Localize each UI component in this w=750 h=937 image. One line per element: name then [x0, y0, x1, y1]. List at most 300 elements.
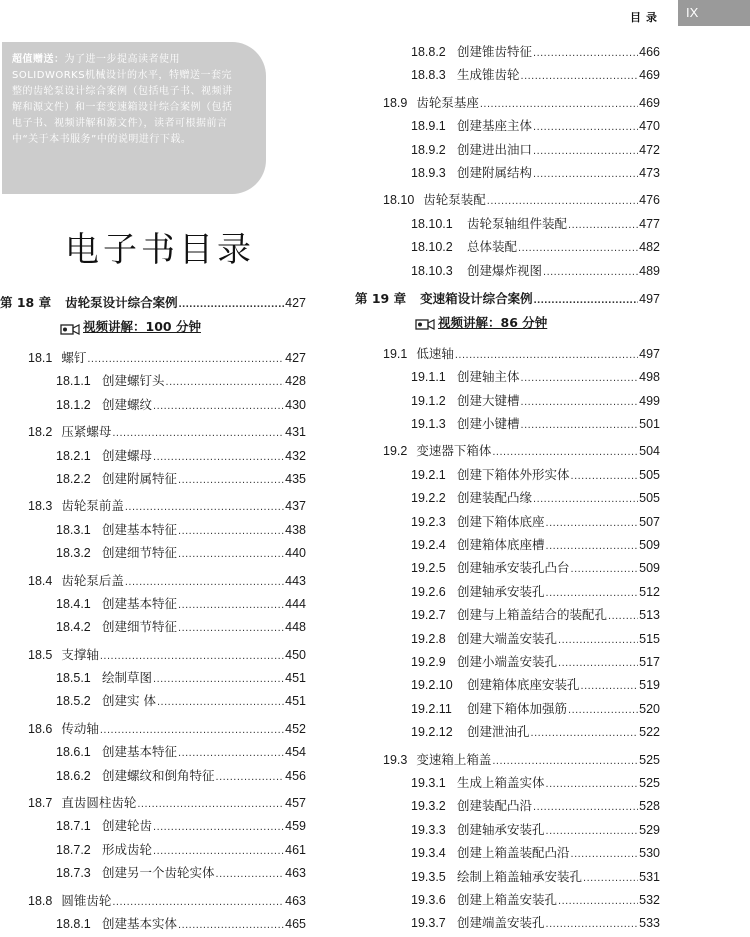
subsection-number: 18.10.3 [411, 263, 453, 278]
video-link-ch19[interactable] [355, 312, 660, 334]
toc-section-block [355, 91, 660, 185]
toc-subsection[interactable] [355, 463, 660, 486]
toc-section-block [355, 342, 660, 436]
page-number: 427 [285, 351, 306, 365]
page-number: 509 [639, 538, 660, 553]
subsection-title: 创建螺母 [102, 447, 153, 463]
page-number: 454 [285, 745, 306, 760]
subsection-title: 创建基本特征 [102, 744, 178, 760]
leader-dots [480, 93, 638, 116]
subsection-number: 18.4.2 [56, 620, 91, 635]
page-number: 470 [639, 119, 660, 134]
leader-dots [492, 750, 638, 773]
subsection-title: 创建爆炸视图 [467, 262, 543, 278]
subsection-number: 19.2.1 [411, 467, 446, 482]
toc-subsection[interactable] [355, 412, 660, 435]
toc-subsection[interactable] [355, 533, 660, 556]
page-number-tab: IX [678, 0, 750, 26]
toc-section-block [355, 439, 660, 743]
subsection-title: 总体装配 [467, 239, 518, 255]
toc-section-block [355, 748, 660, 935]
toc-subsection[interactable] [355, 865, 660, 888]
subsection-title: 创建轴承安装孔 [457, 821, 545, 837]
subsection-number: 18.6.2 [56, 768, 91, 783]
video-label: 视频讲解：86 分钟 [438, 314, 548, 330]
subsection-number: 19.3.7 [411, 916, 446, 931]
subsection-title: 创建附属结构 [457, 164, 533, 180]
leader-dots [583, 867, 638, 890]
subsection-title: 创建进出油口 [457, 141, 533, 157]
toc-section[interactable] [0, 420, 306, 443]
leader-dots [521, 391, 639, 414]
toc-subsection[interactable] [355, 486, 660, 509]
page-number: 507 [639, 514, 660, 529]
chapter-title: 齿轮泵设计综合案例 [65, 295, 178, 310]
section-title: 齿轮泵基座 [416, 94, 479, 110]
toc-section[interactable] [355, 188, 660, 211]
page-number: 443 [285, 573, 306, 588]
leader-dots [112, 422, 284, 445]
leader-dots [153, 446, 284, 469]
page-number: 438 [285, 522, 306, 537]
subsection-number: 18.4.1 [56, 596, 91, 611]
leader-dots [533, 796, 638, 819]
page-number: 519 [639, 678, 660, 693]
leader-dots [492, 441, 638, 464]
toc-section-block [0, 791, 306, 885]
leader-dots [125, 571, 284, 594]
leader-dots [178, 742, 284, 765]
toc-subsection[interactable] [0, 912, 306, 935]
toc-section-block [0, 889, 306, 936]
subsection-title: 创建基座主体 [457, 118, 533, 134]
subsection-number: 19.3.5 [411, 869, 446, 884]
bonus-label: 超值赠送： [12, 54, 65, 65]
toc-section-block [0, 569, 306, 639]
leader-dots [568, 699, 638, 722]
toc-subsection[interactable] [355, 580, 660, 603]
toc-section-block [0, 420, 306, 490]
toc-section[interactable] [0, 791, 306, 814]
leader-dots [571, 465, 639, 488]
page-number: 517 [639, 654, 660, 669]
subsection-title: 绘制上箱盖轴承安装孔 [457, 868, 583, 884]
subsection-title: 创建装配凸缘 [457, 490, 533, 506]
page-number: 497 [639, 291, 660, 306]
section-title: 齿轮泵后盖 [61, 572, 124, 588]
leader-dots [568, 214, 638, 237]
leader-dots [546, 512, 639, 535]
subsection-number: 19.1.2 [411, 393, 446, 408]
toc-subsection[interactable] [355, 673, 660, 696]
section-number: 18.4 [28, 573, 53, 588]
section-title: 齿轮泵前盖 [61, 498, 124, 514]
leader-dots [546, 773, 639, 796]
subsection-number: 19.1.3 [411, 417, 446, 432]
video-label: 视频讲解：100 分钟 [83, 319, 201, 334]
page-number: 463 [285, 893, 306, 908]
page-number: 457 [285, 796, 306, 811]
leader-dots [153, 840, 284, 863]
leader-dots [137, 793, 284, 816]
toc-subsection[interactable] [355, 556, 660, 579]
toc-chapter-19[interactable] [355, 286, 660, 312]
leader-dots [533, 140, 638, 163]
subsection-title: 创建下箱体外形实体 [457, 466, 570, 482]
section-title: 压紧螺母 [61, 424, 112, 440]
section-title: 齿轮泵装配 [423, 192, 486, 208]
subsection-number: 18.7.2 [56, 842, 91, 857]
toc-section-block [0, 494, 306, 564]
bonus-text [12, 52, 234, 148]
toc-subsection[interactable] [0, 541, 306, 564]
bonus-callout [2, 42, 266, 194]
toc-subsection[interactable] [355, 720, 660, 743]
section-number: 18.5 [28, 647, 53, 662]
toc-subsection[interactable] [0, 393, 306, 416]
chapter-title: 变速箱设计综合案例 [420, 290, 533, 306]
page-number: 504 [639, 444, 660, 459]
subsection-number: 19.2.4 [411, 538, 446, 553]
leader-dots [87, 348, 284, 371]
toc-subsection[interactable] [355, 818, 660, 841]
toc-section[interactable] [0, 889, 306, 912]
leader-dots [531, 722, 639, 745]
page-number: 477 [639, 216, 660, 231]
subsection-number: 19.2.11 [411, 701, 452, 716]
toc-subsection[interactable] [0, 615, 306, 638]
leader-dots [216, 863, 285, 886]
subsection-number: 18.3.2 [56, 546, 91, 561]
subsection-title: 创建上箱盖安装孔 [457, 891, 558, 907]
subsection-title: 创建锥齿特征 [457, 44, 533, 59]
leader-dots [558, 890, 638, 913]
page-number: 529 [639, 822, 660, 837]
page-number: 525 [639, 775, 660, 790]
toc-subsection[interactable] [0, 689, 306, 712]
leader-dots [455, 344, 638, 367]
toc-subsection[interactable] [355, 771, 660, 794]
page-number: 498 [639, 370, 660, 385]
page-number: 463 [285, 866, 306, 881]
toc-subsection[interactable] [0, 814, 306, 837]
leader-dots [125, 496, 284, 519]
ebook-toc-title: 电子书目录 [65, 230, 255, 270]
toc-subsection[interactable] [0, 666, 306, 689]
subsection-number: 18.2.2 [56, 471, 91, 486]
toc-section[interactable] [0, 717, 306, 740]
leader-dots [100, 719, 284, 742]
subsection-number: 18.10.2 [411, 240, 453, 255]
leader-dots [608, 605, 638, 628]
toc-section-block [355, 188, 660, 282]
page-number: 512 [639, 584, 660, 599]
page-number: 482 [639, 240, 660, 255]
toc-subsection[interactable] [355, 841, 660, 864]
page-number: 513 [639, 608, 660, 623]
page-number: 525 [639, 752, 660, 767]
subsection-title: 创建轴承安装孔 [457, 583, 545, 599]
subsection-number: 18.7.1 [56, 819, 91, 834]
page-number: 461 [285, 842, 306, 857]
leader-dots [178, 594, 284, 617]
toc-subsection[interactable] [0, 467, 306, 490]
toc-subsection[interactable] [0, 838, 306, 861]
page-number: 469 [639, 68, 660, 83]
subsection-number: 18.8.2 [411, 45, 446, 59]
section-number: 18.1 [28, 351, 53, 365]
page-number: 489 [639, 263, 660, 278]
leader-dots [216, 766, 285, 789]
toc-subsection[interactable] [0, 861, 306, 884]
page-number: 505 [639, 467, 660, 482]
subsection-title: 创建基本特征 [102, 595, 178, 611]
section-number: 18.7 [28, 796, 53, 811]
leader-dots [153, 816, 284, 839]
toc-subsection[interactable] [0, 518, 306, 541]
subsection-number: 18.1.1 [56, 374, 91, 389]
toc-subsection[interactable] [0, 592, 306, 615]
subsection-number: 18.8.3 [411, 68, 446, 83]
subsection-number: 19.3.6 [411, 892, 446, 907]
subsection-number: 19.3.3 [411, 822, 446, 837]
video-link-ch18[interactable] [0, 316, 306, 338]
toc-section[interactable] [0, 346, 306, 369]
subsection-title: 创建箱体底座槽 [457, 537, 545, 553]
toc-chapter-18[interactable] [0, 290, 306, 316]
page-number: 476 [639, 193, 660, 208]
subsection-number: 19.2.7 [411, 608, 446, 623]
subsection-title: 创建下箱体加强筋 [467, 700, 568, 716]
toc-subsection[interactable] [355, 138, 660, 161]
subsection-title: 齿轮泵轴组件装配 [467, 215, 568, 231]
subsection-title: 创建附属特征 [102, 470, 178, 486]
leader-dots [178, 469, 284, 492]
page-number: 532 [639, 892, 660, 907]
section-title: 螺钉 [61, 350, 87, 365]
leader-dots [521, 414, 639, 437]
toc-subsection[interactable] [355, 63, 660, 86]
toc-section[interactable] [355, 439, 660, 462]
leader-dots [166, 371, 285, 394]
video-camera-icon [60, 321, 80, 334]
toc-subsection[interactable] [355, 888, 660, 911]
toc-subsection[interactable] [355, 212, 660, 235]
section-number: 18.10 [383, 193, 415, 208]
subsection-title: 创建与上箱盖结合的装配孔 [457, 607, 608, 623]
toc-section[interactable] [0, 569, 306, 592]
page-number: 428 [285, 374, 306, 389]
page-number: 469 [639, 95, 660, 110]
toc-section[interactable] [355, 342, 660, 365]
leader-dots [533, 42, 638, 65]
leader-dots [543, 261, 638, 284]
subsection-title: 创建轴主体 [457, 369, 520, 385]
leader-dots [581, 675, 639, 698]
leader-dots [100, 645, 284, 668]
leader-dots [534, 287, 639, 313]
page-number: 472 [639, 142, 660, 157]
leader-dots [153, 395, 284, 418]
page-number: 497 [639, 346, 660, 361]
toc-right-column [355, 40, 660, 935]
toc-subsection[interactable] [355, 161, 660, 184]
subsection-number: 18.9.2 [411, 142, 446, 157]
leader-dots [157, 691, 284, 714]
subsection-title: 创建下箱体底座 [457, 513, 545, 529]
page-number: 530 [639, 846, 660, 861]
subsection-title: 创建另一个齿轮实体 [102, 865, 215, 881]
page-number: 515 [639, 631, 660, 646]
toc-section-block [0, 717, 306, 787]
leader-dots [533, 488, 638, 511]
page-number: 505 [639, 491, 660, 506]
page-number: 533 [639, 916, 660, 931]
section-number: 18.6 [28, 721, 53, 736]
subsection-title: 创建细节特征 [102, 545, 178, 561]
subsection-number: 19.2.12 [411, 725, 453, 740]
page-number: 451 [285, 671, 306, 686]
page-number: 431 [285, 425, 306, 440]
page-number: 440 [285, 546, 306, 561]
toc-section-block [0, 643, 306, 713]
page-number: 456 [285, 768, 306, 783]
toc-subsection[interactable] [355, 794, 660, 817]
subsection-title: 创建大端盖安装孔 [457, 630, 558, 646]
page-number: 465 [285, 916, 306, 931]
page-number: 427 [285, 296, 306, 310]
page-number: 531 [639, 869, 660, 884]
subsection-title: 创建螺钉头 [102, 373, 165, 389]
toc-subsection[interactable] [355, 510, 660, 533]
subsection-number: 18.5.2 [56, 694, 91, 709]
subsection-title: 生成锥齿轮 [457, 67, 520, 83]
toc-subsection[interactable] [355, 40, 660, 63]
toc-subsection[interactable] [355, 389, 660, 412]
subsection-title: 创建小键槽 [457, 416, 520, 432]
page-number: 430 [285, 397, 306, 412]
page-number: 520 [639, 701, 660, 716]
subsection-number: 18.8.1 [56, 916, 91, 931]
section-number: 19.2 [383, 444, 408, 459]
toc-subsection[interactable] [355, 365, 660, 388]
subsection-title: 创建上箱盖装配凸沿 [457, 845, 570, 861]
toc-subsection[interactable] [355, 235, 660, 258]
leader-dots [558, 652, 638, 675]
toc-section[interactable] [0, 494, 306, 517]
leader-dots [178, 617, 284, 640]
chapter-number: 第 19 章 [355, 290, 407, 306]
subsection-number: 19.1.1 [411, 370, 446, 385]
subsection-number: 18.5.1 [56, 671, 91, 686]
page-number: 499 [639, 393, 660, 408]
subsection-title: 创建螺纹和倒角特征 [102, 767, 215, 783]
page-number: 432 [285, 448, 306, 463]
toc-subsection[interactable] [355, 259, 660, 282]
bonus-body: 为了进一步提高读者使用SOLIDWORKS机械设计的水平，特赠送一套完整的齿轮泵设计综合案例（包括电子书、视频讲解和源文件）和一套变速箱设计综合案例（包括电子书、视频讲解和源文件），读者可根据前言中“关于本书服务”中的说明进行下载。 [12, 54, 233, 145]
page-number: 451 [285, 694, 306, 709]
subsection-number: 19.2.10 [411, 678, 453, 693]
toc-section-block [0, 346, 306, 416]
toc-subsection[interactable] [355, 114, 660, 137]
subsection-number: 18.7.3 [56, 866, 91, 881]
section-number: 19.3 [383, 752, 408, 767]
leader-dots [179, 291, 285, 317]
leader-dots [571, 558, 639, 581]
toc-section[interactable] [355, 91, 660, 114]
toc-subsection[interactable] [355, 697, 660, 720]
leader-dots [571, 843, 639, 866]
running-header-title: 目录 [630, 11, 662, 24]
subsection-title: 创建装配凸沿 [457, 798, 533, 814]
page-number: 448 [285, 620, 306, 635]
leader-dots [521, 367, 639, 390]
subsection-number: 18.9.3 [411, 165, 446, 180]
subsection-number: 19.2.8 [411, 631, 446, 646]
leader-dots [546, 913, 639, 936]
toc-subsection[interactable] [0, 444, 306, 467]
page-number: 435 [285, 471, 306, 486]
subsection-title: 创建轮齿 [102, 818, 153, 834]
toc-subsection[interactable] [0, 764, 306, 787]
section-title: 支撑轴 [61, 646, 99, 662]
subsection-title: 创建大键槽 [457, 392, 520, 408]
leader-dots [533, 163, 638, 186]
subsection-title: 创建轴承安装孔凸台 [457, 560, 570, 576]
page-number: 437 [285, 499, 306, 514]
leader-dots [178, 914, 284, 937]
subsection-title: 创建细节特征 [102, 619, 178, 635]
subsection-number: 19.2.6 [411, 584, 446, 599]
subsection-title: 创建小端盖安装孔 [457, 653, 558, 669]
section-number: 18.3 [28, 499, 53, 514]
subsection-number: 19.2.2 [411, 491, 446, 506]
section-title: 圆锥齿轮 [61, 892, 112, 908]
section-title: 传动轴 [61, 720, 99, 736]
subsection-number: 18.3.1 [56, 522, 91, 537]
toc-subsection[interactable] [0, 369, 306, 392]
toc-subsection[interactable] [355, 603, 660, 626]
toc-section[interactable] [355, 748, 660, 771]
leader-dots [546, 535, 639, 558]
section-number: 18.8 [28, 893, 53, 908]
toc-subsection[interactable] [0, 740, 306, 763]
toc-section[interactable] [0, 643, 306, 666]
subsection-title: 创建箱体底座安装孔 [467, 677, 580, 693]
subsection-title: 绘制草图 [102, 670, 153, 686]
leader-dots [178, 543, 284, 566]
subsection-number: 19.2.3 [411, 514, 446, 529]
leader-dots [487, 190, 638, 213]
chapter-number: 第 18 章 [0, 295, 52, 310]
subsection-title: 创建基本实体 [102, 915, 178, 931]
leader-dots [546, 582, 639, 605]
subsection-number: 18.10.1 [411, 216, 453, 231]
page-number: 466 [639, 45, 660, 59]
subsection-number: 19.3.2 [411, 799, 446, 814]
subsection-number: 18.2.1 [56, 448, 91, 463]
page-number: 452 [285, 721, 306, 736]
page-number: 509 [639, 561, 660, 576]
toc-subsection[interactable] [355, 650, 660, 673]
subsection-number: 19.2.5 [411, 561, 446, 576]
subsection-number: 18.1.2 [56, 397, 91, 412]
subsection-title: 创建端盖安装孔 [457, 915, 545, 931]
subsection-title: 生成上箱盖实体 [457, 774, 545, 790]
toc-subsection[interactable] [355, 627, 660, 650]
subsection-number: 19.2.9 [411, 654, 446, 669]
page-number: 450 [285, 647, 306, 662]
